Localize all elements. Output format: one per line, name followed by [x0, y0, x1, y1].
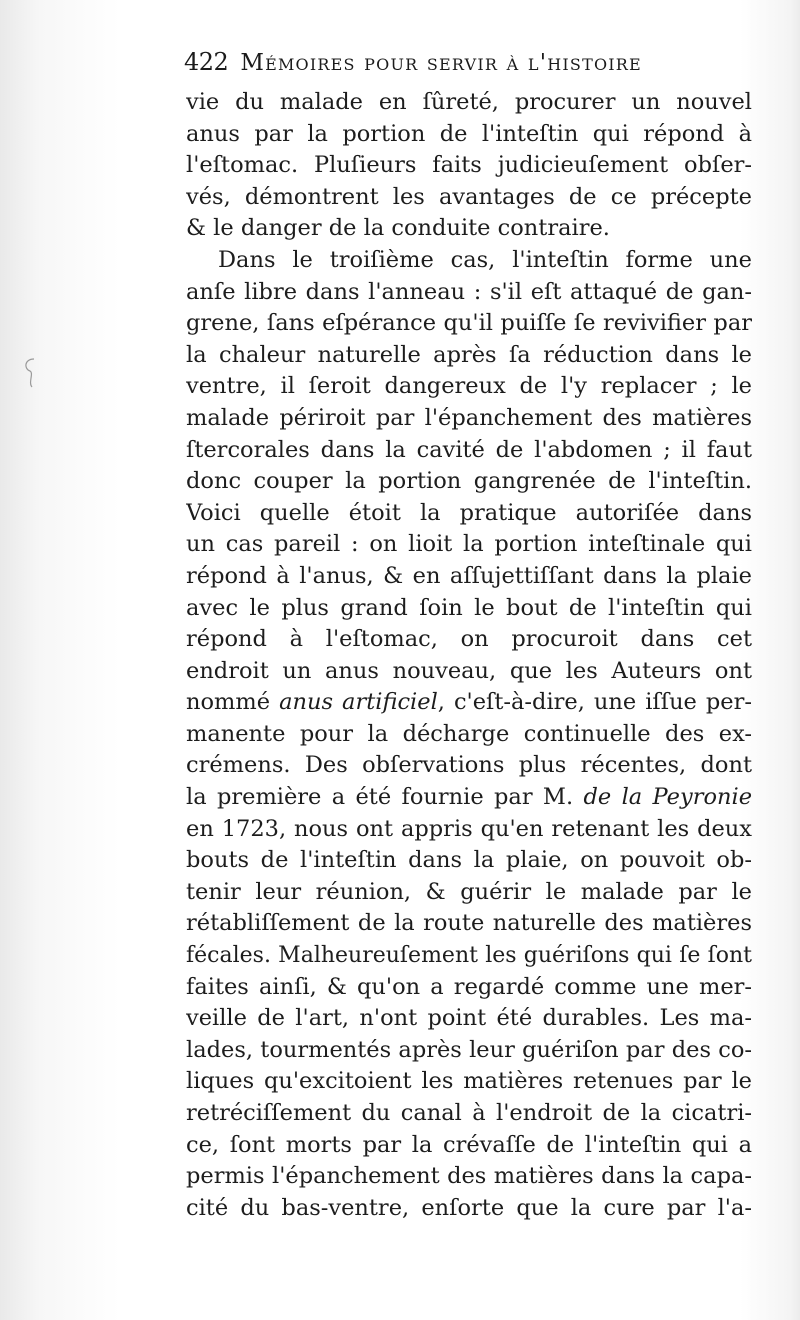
text-line: avec le plus grand ſoin le bout de l'inteſtin qui [186, 594, 752, 621]
text-line: bouts de l'inteſtin dans la plaie, on pouvoit ob- [186, 847, 752, 874]
text-line: Dans le troiſième cas, l'inteſtin forme une [218, 246, 752, 273]
page-header [184, 48, 744, 88]
body-text [186, 87, 752, 1267]
text-line: fécales. Malheureuſement les guériſons qui ſe ſont [186, 943, 752, 969]
text-line: donc couper la portion gangrenée de l'inteſtin. [186, 468, 752, 495]
text-line: rétabliſſement de la route naturelle des matières [186, 910, 752, 937]
text-line: liques qu'excitoient les matières retenues par le [186, 1068, 752, 1095]
text-line: l'eſtomac. Pluſieurs faits judicieuſement obſer- [186, 152, 752, 179]
text-line: anſe libre dans l'anneau : s'il eſt attaqué de gan- [186, 278, 752, 305]
text-line: retréciſſement du canal à l'endroit de la cicatri- [186, 1100, 752, 1126]
text-line [186, 782, 752, 814]
text-line: la chaleur naturelle après ſa réduction dans le [186, 341, 752, 368]
text-line: & le danger de la conduite contraire. [186, 215, 610, 242]
italic-term: anus artificiel [279, 689, 438, 716]
text-line: veille de l'art, n'ont point été durables. Les ma- [186, 1005, 752, 1032]
text-fragment: nommé [186, 689, 280, 716]
text-line: manente pour la décharge continuelle des ex- [186, 720, 752, 747]
text-line: ſtercorales dans la cavité de l'abdomen ; il faut [186, 436, 752, 463]
text-line [186, 687, 752, 719]
text-line: tenir leur réunion, & guérir le malade par le [186, 878, 752, 905]
running-head: Mémoires pour servir à l'histoire [240, 50, 642, 76]
text-line: endroit un anus nouveau, que les Auteurs ont [186, 657, 752, 684]
page-number: 422 [184, 48, 229, 76]
text-line: ce, ſont morts par la crévaſſe de l'inteſtin qui a [186, 1131, 752, 1158]
text-line: répond à l'eſtomac, on procuroit dans cet [186, 626, 752, 653]
text-fragment: la première a été fournie par M. [186, 784, 584, 811]
text-line: vés, démontrent les avantages de ce précepte [186, 183, 752, 210]
text-line: malade périroit par l'épanchement des matières [186, 404, 752, 431]
margin-pencil-mark [20, 355, 40, 391]
text-line: en 1723, nous ont appris qu'en retenant les deux [186, 815, 752, 842]
text-line: vie du malade en ſûreté, procurer un nouvel [186, 89, 752, 115]
text-line: ventre, il ſeroit dangereux de l'y replacer ; le [186, 373, 752, 400]
text-line: crémens. Des obſervations plus récentes, dont [186, 752, 752, 779]
text-line: anus par la portion de l'inteſtin qui répond à [186, 120, 752, 147]
text-line: permis l'épanchement des matières dans la capa- [186, 1163, 752, 1190]
text-line: répond à l'anus, & en aſſujettiſſant dans la plaie [186, 562, 752, 589]
text-fragment: , c'eſt-à-dire, une iſſue per- [437, 689, 752, 716]
text-line: Voici quelle étoit la pratique autoriſée dans [186, 499, 752, 526]
text-line: un cas pareil : on lioit la portion inteſtinale qui [186, 531, 752, 558]
text-line: faites ainſi, & qu'on a regardé comme une mer- [186, 973, 752, 1000]
text-line: lades, tourmentés après leur guériſon par des co- [186, 1036, 752, 1063]
text-line: grene, ſans eſpérance qu'il puiſſe ſe revivifier par [186, 310, 752, 337]
italic-name: de la Peyronie [583, 784, 752, 811]
text-line: cité du bas-ventre, enſorte que la cure par l'a- [186, 1194, 752, 1221]
